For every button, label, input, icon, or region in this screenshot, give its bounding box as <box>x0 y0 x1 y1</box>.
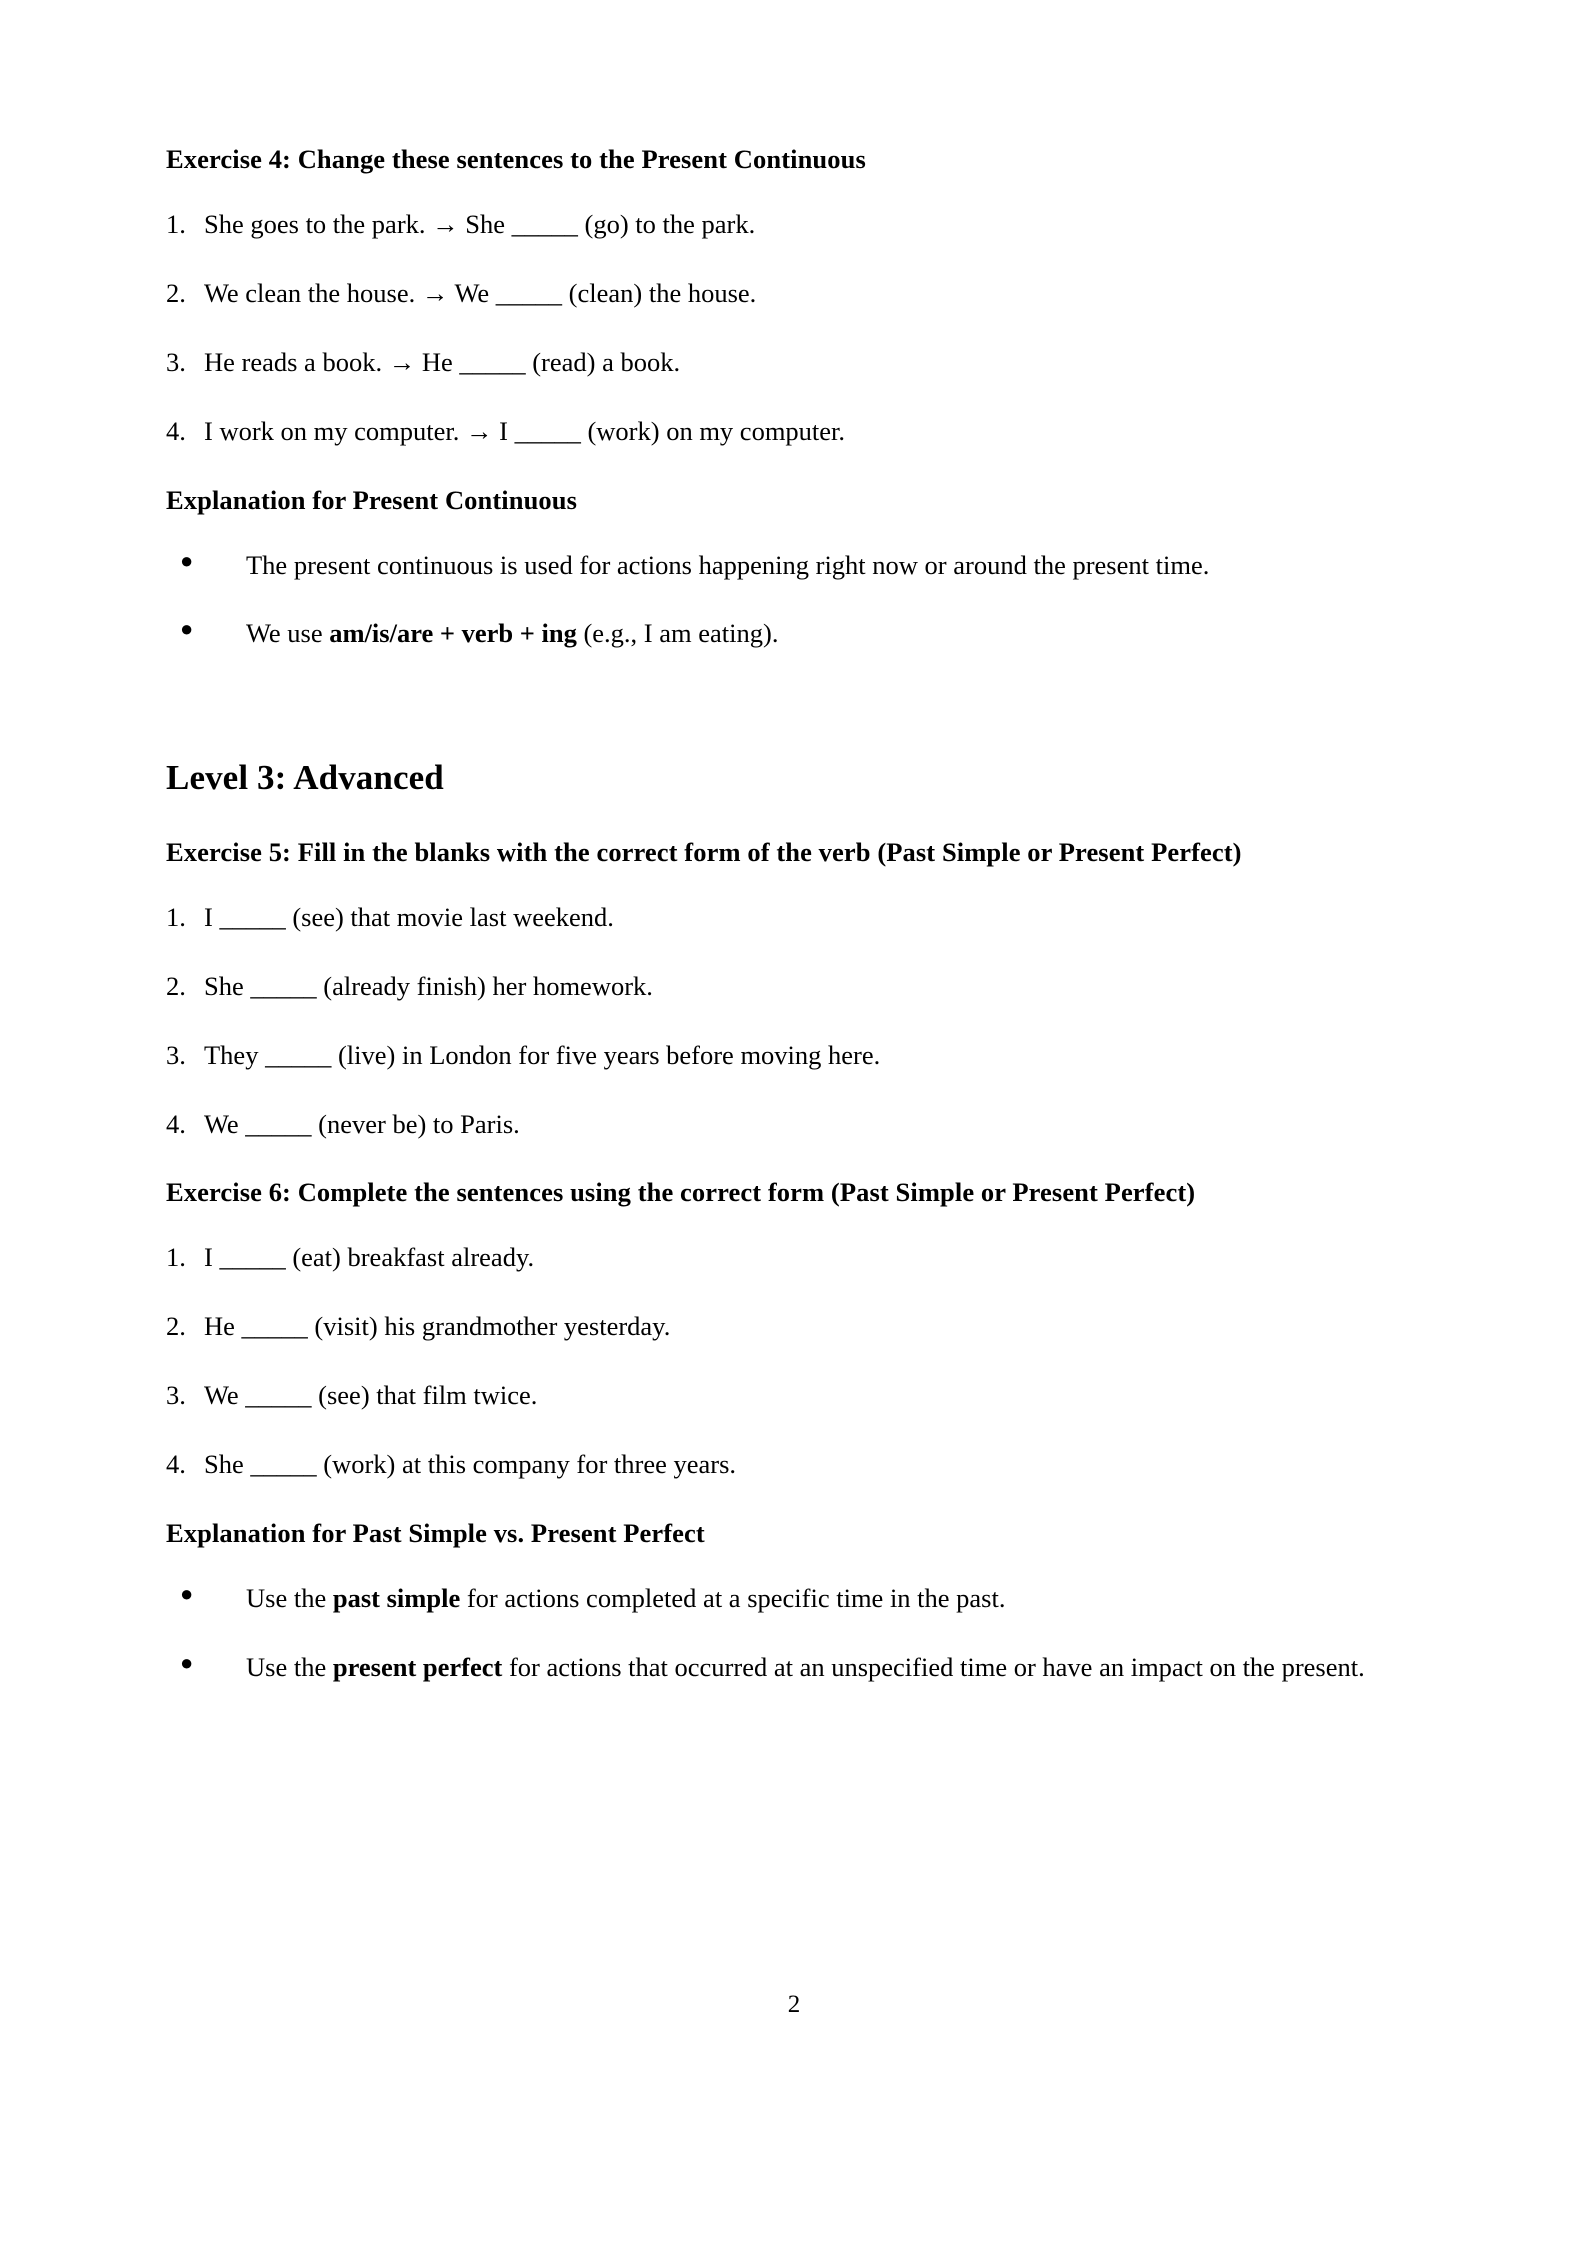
spacer <box>166 1417 1422 1443</box>
list-item <box>166 544 1422 587</box>
item-number: 3. <box>166 346 186 377</box>
page-content <box>166 138 1422 1689</box>
item-text: She goes to the park. → She _____ (go) to the park. <box>204 208 756 239</box>
item-number: 1. <box>166 208 186 239</box>
list-item <box>166 272 1422 315</box>
item-text: He reads a book. → He _____ (read) a book. <box>204 346 681 377</box>
spacer <box>166 655 1422 755</box>
spacer <box>166 522 1422 544</box>
list-item <box>166 1305 1422 1348</box>
exercise-4-heading: Exercise 4: Change these sentences to the Present Continuous <box>166 144 866 174</box>
list-item <box>166 1103 1422 1146</box>
spacer <box>166 1008 1422 1034</box>
list-item <box>166 1374 1422 1417</box>
spacer <box>166 315 1422 341</box>
item-number: 3. <box>166 1380 186 1411</box>
bullet-text: Use the present perfect for actions that occurred at an unspecified time or have an impact on the present. <box>246 1651 1365 1682</box>
item-text: They _____ (live) in London for five years before moving here. <box>204 1039 881 1070</box>
item-text: He _____ (visit) his grandmother yesterday. <box>204 1311 671 1342</box>
spacer <box>166 801 1422 831</box>
list-item <box>166 341 1422 384</box>
list-item <box>166 1034 1422 1077</box>
list-item <box>166 410 1422 453</box>
list-item <box>166 203 1422 246</box>
bullet-text: We use am/is/are + verb + ing (e.g., I am eating). <box>246 618 779 649</box>
item-number: 4. <box>166 1449 186 1480</box>
spacer <box>166 1555 1422 1577</box>
spacer <box>166 586 1422 612</box>
spacer <box>166 181 1422 203</box>
item-number: 1. <box>166 1242 186 1273</box>
spacer <box>166 384 1422 410</box>
item-text: She _____ (work) at this company for three years. <box>204 1449 737 1480</box>
list-item <box>166 1443 1422 1486</box>
list-item <box>166 1577 1422 1620</box>
level-3-heading: Level 3: Advanced <box>166 758 444 798</box>
spacer <box>166 1077 1422 1103</box>
exercise-6-heading: Exercise 6: Complete the sentences using the correct form (Past Simple or Present Perfect) <box>166 1177 1196 1208</box>
exercise-6-list <box>166 1236 1422 1486</box>
list-item <box>166 612 1422 655</box>
list-item <box>166 965 1422 1008</box>
explanation-present-continuous-list <box>166 544 1422 656</box>
spacer <box>166 939 1422 965</box>
bullet-icon: ● <box>180 1649 194 1675</box>
item-text: I _____ (eat) breakfast already. <box>204 1242 535 1273</box>
bullet-icon: ● <box>180 1581 194 1607</box>
exercise-5-list <box>166 896 1422 1146</box>
spacer <box>166 1214 1422 1236</box>
spacer <box>166 246 1422 272</box>
item-text: We clean the house. → We _____ (clean) the house. <box>204 277 757 308</box>
item-text: She _____ (already finish) her homework. <box>204 970 653 1001</box>
explanation-past-simple-list <box>166 1577 1422 1689</box>
item-number: 3. <box>166 1039 186 1070</box>
item-text: We _____ (never be) to Paris. <box>204 1108 520 1139</box>
exercise-4-list <box>166 203 1422 453</box>
list-item <box>166 1236 1422 1279</box>
explanation-present-continuous-heading: Explanation for Present Continuous <box>166 484 578 515</box>
item-number: 4. <box>166 415 186 446</box>
item-text: We _____ (see) that film twice. <box>204 1380 538 1411</box>
bullet-icon: ● <box>180 616 194 642</box>
bullet-text: Use the past simple for actions completed at a specific time in the past. <box>246 1583 1006 1614</box>
spacer <box>166 1145 1422 1171</box>
bullet-icon: ● <box>180 547 194 573</box>
spacer <box>166 1348 1422 1374</box>
item-text: I _____ (see) that movie last weekend. <box>204 901 614 932</box>
item-number: 2. <box>166 1311 186 1342</box>
bullet-text: The present continuous is used for actions happening right now or around the present time. <box>246 549 1210 580</box>
spacer <box>166 453 1422 479</box>
spacer <box>166 1279 1422 1305</box>
item-number: 1. <box>166 901 186 932</box>
spacer <box>166 874 1422 896</box>
item-text: I work on my computer. → I _____ (work) on my computer. <box>204 415 846 446</box>
page-number: 2 <box>787 1991 801 2018</box>
list-item <box>166 896 1422 939</box>
spacer <box>166 1486 1422 1512</box>
list-item <box>166 1646 1422 1689</box>
exercise-5-heading: Exercise 5: Fill in the blanks with the correct form of the verb (Past Simple or Present Perfect) <box>166 836 1242 867</box>
item-number: 2. <box>166 970 186 1001</box>
spacer <box>166 1620 1422 1646</box>
explanation-past-simple-heading: Explanation for Past Simple vs. Present Perfect <box>166 1518 705 1549</box>
item-number: 2. <box>166 277 186 308</box>
item-number: 4. <box>166 1108 186 1139</box>
